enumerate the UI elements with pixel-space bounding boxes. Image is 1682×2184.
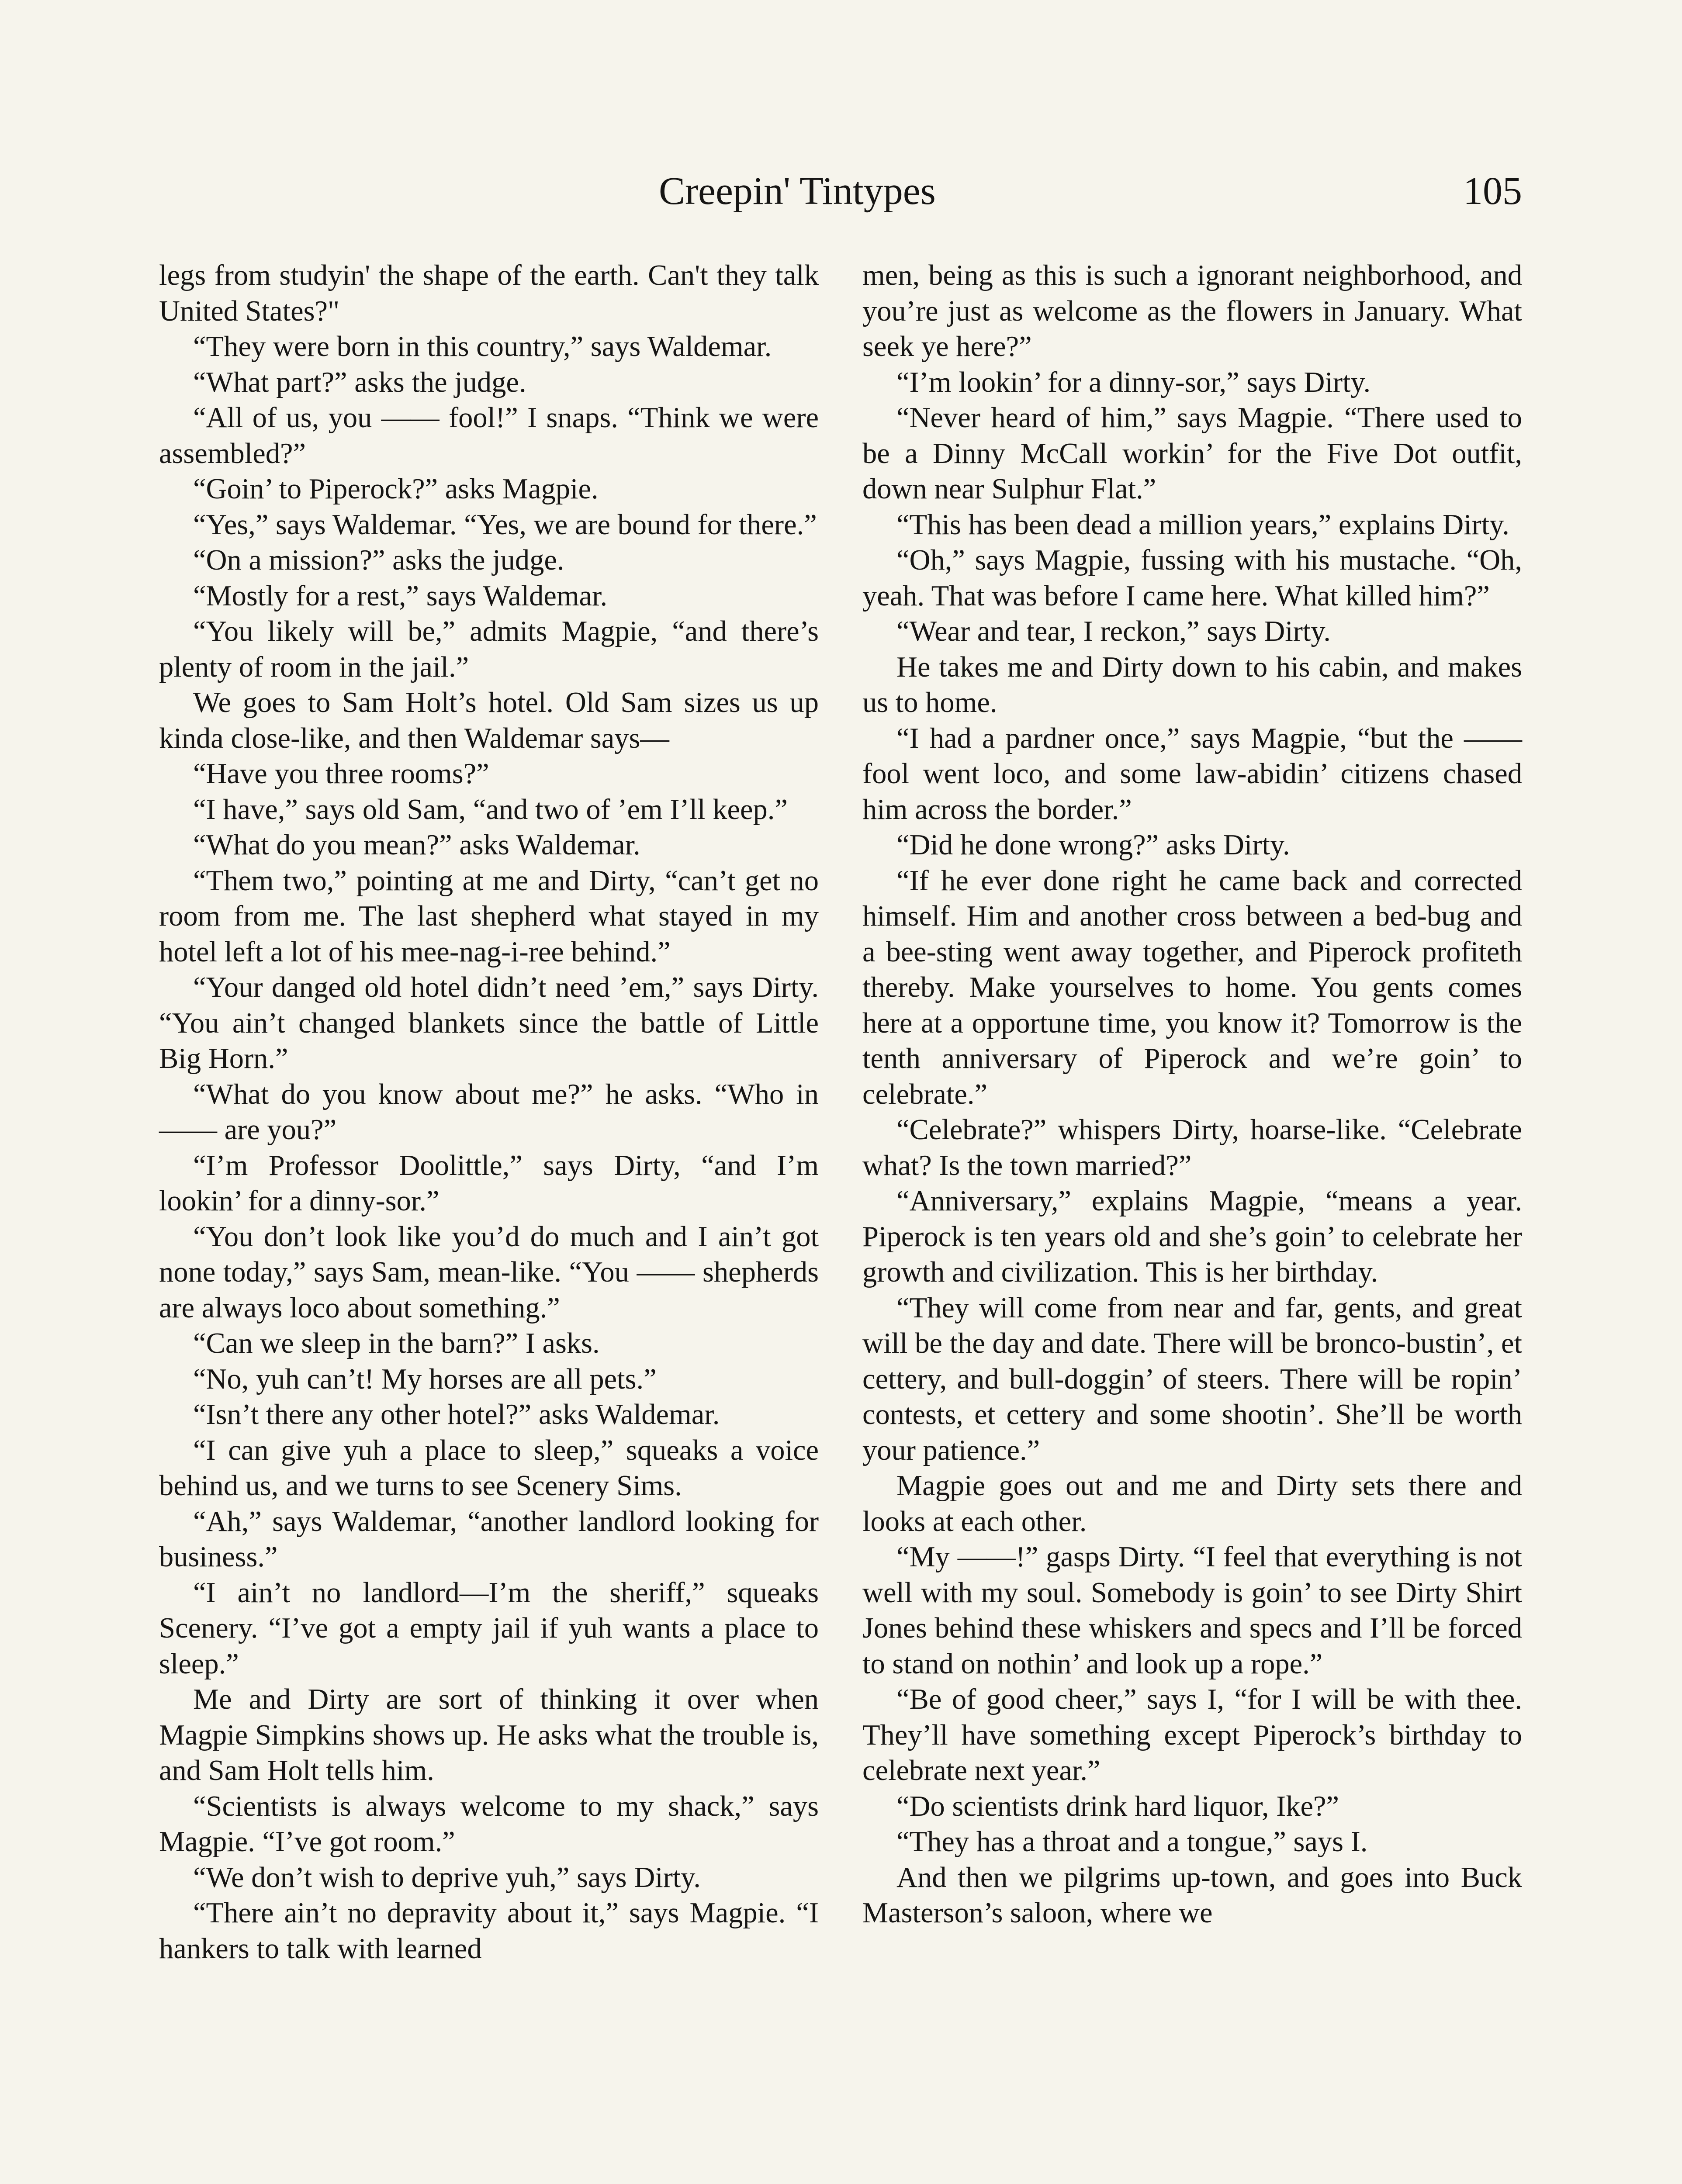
paragraph: “Wear and tear, I reckon,” says Dirty. (896, 615, 1331, 647)
paragraph: “No, yuh can’t! My horses are all pets.” (193, 1363, 657, 1395)
paragraph: “This has been dead a million years,” explains Dirty. (896, 508, 1509, 541)
paragraph: He takes me and Dirty down to his cabin, and makes us to home. (862, 651, 1522, 719)
paragraph: “Be of good cheer,” says I, “for I will be with thee. They’ll have something except Piperock’s birthday to celebrate next year.” (862, 1683, 1522, 1787)
page-number: 105 (1463, 169, 1522, 213)
left-text-column (159, 258, 819, 1966)
paragraph: “We don’t wish to deprive yuh,” says Dirty. (193, 1861, 701, 1894)
paragraph: “They were born in this country,” says Waldemar. (193, 331, 772, 363)
running-title: Creepin' Tintypes (659, 169, 936, 213)
paragraph: “I can give yuh a place to sleep,” squeaks a voice behind us, and we turns to see Scenery Sims. (159, 1434, 819, 1502)
paragraph: “I’m lookin’ for a dinny-sor,” says Dirty. (896, 366, 1371, 398)
paragraph: “I’m Professor Doolittle,” says Dirty, “and I’m lookin’ for a dinny-sor.” (159, 1149, 819, 1217)
paragraph: And then we pilgrims up-town, and goes into Buck Masterson’s saloon, where we (862, 1861, 1522, 1929)
paragraph: “My ——!” gasps Dirty. “I feel that everything is not well with my soul. Somebody is goin’ to see Dirty Shirt Jones behind these whiskers and specs and I’ll be forced to stand on nothin’ and look up a rope.” (862, 1541, 1522, 1680)
paragraph: “Oh,” says Magpie, fussing with his mustache. “Oh, yeah. That was before I came here. What killed him?” (862, 544, 1522, 612)
paragraph: “Isn’t there any other hotel?” asks Waldemar. (193, 1399, 720, 1431)
paragraph: “Celebrate?” whispers Dirty, hoarse-like. “Celebrate what? Is the town married?” (862, 1114, 1522, 1182)
paragraph: “Anniversary,” explains Magpie, “means a year. Piperock is ten years old and she’s goin’ to celebrate her growth and civilization. This is her birthday. (862, 1185, 1522, 1288)
paragraph: “I have,” says old Sam, “and two of ’em I’ll keep.” (193, 793, 788, 826)
paragraph: “All of us, you —— fool!” I snaps. “Think we were assembled?” (159, 402, 819, 470)
paragraph: Me and Dirty are sort of thinking it over when Magpie Simpkins shows up. He asks what the trouble is, and Sam Holt tells him. (159, 1683, 819, 1787)
paragraph: Magpie goes out and me and Dirty sets there and looks at each other. (862, 1470, 1522, 1538)
paragraph: “What part?” asks the judge. (193, 366, 526, 398)
paragraph: “Scientists is always welcome to my shack,” says Magpie. “I’ve got room.” (159, 1790, 819, 1858)
paragraph: “They will come from near and far, gents, and great will be the day and date. There will be bronco-bustin’, et cettery, and bull-doggin’ of steers. There will be ropin’ contests, et cettery and some shootin’. She’ll be worth your patience.” (862, 1292, 1522, 1466)
paragraph: We goes to Sam Holt’s hotel. Old Sam sizes us up kinda close-like, and then Waldemar says— (159, 687, 819, 754)
paragraph: “If he ever done right he came back and corrected himself. Him and another cross between a bed-bug and a bee-sting went away together, and Piperock profiteth thereby. Make yourselves to home. You gents comes here at a opportune time, you know it? Tomorrow is the tenth anniversary of Piperock and we’re goin’ to celebrate.” (862, 864, 1522, 1110)
paragraph: “You don’t look like you’d do much and I ain’t got none today,” says Sam, mean-like. “You —— shepherds are always loco about something.” (159, 1220, 819, 1324)
paragraph: “What do you mean?” asks Waldemar. (193, 829, 640, 861)
paragraph: “I had a pardner once,” says Magpie, “but the —— fool went loco, and some law-abidin’ citizens chased him across the border.” (862, 722, 1522, 826)
paragraph: “Mostly for a rest,” says Waldemar. (193, 580, 608, 612)
paragraph: “Have you three rooms?” (193, 758, 489, 790)
paragraph: “Ah,” says Waldemar, “another landlord looking for business.” (159, 1505, 819, 1573)
paragraph: “What do you know about me?” he asks. “Who in —— are you?” (159, 1078, 819, 1146)
paragraph: “Yes,” says Waldemar. “Yes, we are bound for there.” (193, 508, 817, 541)
paragraph: legs from studyin' the shape of the earth. Can't they talk United States?" (159, 259, 819, 327)
paragraph: “Can we sleep in the barn?” I asks. (193, 1327, 600, 1359)
paragraph: “Them two,” pointing at me and Dirty, “can’t get no room from me. The last shepherd what stayed in my hotel left a lot of his mee-nag-i-ree behind.” (159, 864, 819, 968)
paragraph: “Never heard of him,” says Magpie. “There used to be a Dinny McCall workin’ for the Five Dot outfit, down near Sulphur Flat.” (862, 402, 1522, 505)
paragraph: “Do scientists drink hard liquor, Ike?” (896, 1790, 1339, 1822)
paragraph: “Your danged old hotel didn’t need ’em,” says Dirty. “You ain’t changed blankets since the battle of Little Big Horn.” (159, 971, 819, 1075)
paragraph: “Did he done wrong?” asks Dirty. (896, 829, 1290, 861)
paragraph: “I ain’t no landlord—I’m the sheriff,” squeaks Scenery. “I’ve got a empty jail if yuh wants a place to sleep.” (159, 1576, 819, 1680)
paragraph: “They has a throat and a tongue,” says I. (896, 1826, 1368, 1858)
paragraph: “You likely will be,” admits Magpie, “and there’s plenty of room in the jail.” (159, 615, 819, 683)
paragraph: “Goin’ to Piperock?” asks Magpie. (193, 473, 599, 505)
paragraph: “On a mission?” asks the judge. (193, 544, 564, 576)
paragraph: men, being as this is such a ignorant neighborhood, and you’re just as welcome as the flowers in January. What seek ye here?” (862, 259, 1522, 363)
page-header (159, 165, 1522, 218)
right-text-column (862, 258, 1522, 1931)
paragraph: “There ain’t no depravity about it,” says Magpie. “I hankers to talk with learned (159, 1897, 819, 1965)
